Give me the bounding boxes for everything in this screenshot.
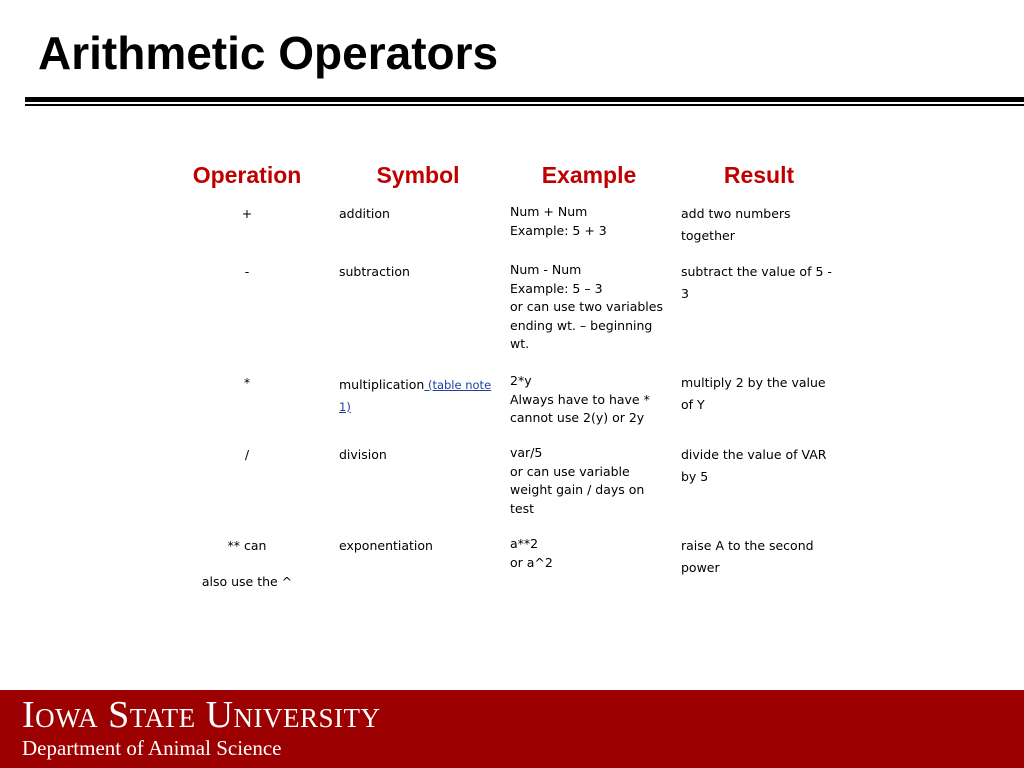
row5-operation-extra: also use the ^ (201, 574, 293, 589)
row4-result: divide the value of VAR by 5 (681, 447, 827, 484)
header-result: Result (723, 162, 795, 188)
row4-symbol: division (339, 447, 387, 462)
row5-example: a**2 or a^2 (510, 536, 553, 570)
row5-symbol: exponentiation (339, 538, 433, 553)
row2-operation: - (244, 264, 250, 279)
row2-result: subtract the value of 5 - 3 (681, 264, 832, 301)
title-divider-thin (25, 104, 1024, 106)
row3-result: multiply 2 by the value of Y (681, 375, 826, 412)
row4-operation: / (244, 447, 250, 462)
page-title: Arithmetic Operators (38, 27, 499, 79)
row1-symbol: addition (339, 206, 390, 221)
row3-example: 2*y Always have to have * cannot use 2(y) or 2y (510, 373, 650, 425)
row1-result: add two numbers together (681, 206, 791, 243)
header-operation: Operation (192, 162, 302, 188)
row2-symbol: subtraction (339, 264, 410, 279)
row2-example: Num - Num Example: 5 – 3 or can use two variables ending wt. – beginning wt. (510, 262, 663, 351)
row5-operation: ** can (227, 538, 267, 553)
row3-symbol-label: multiplication (339, 377, 425, 392)
row5-result: raise A to the second power (681, 538, 814, 575)
row1-operation: + (241, 206, 253, 221)
university-logo-text: Iowa State University (22, 694, 381, 736)
row3-symbol (339, 374, 499, 418)
row4-example: var/5 or can use variable weight gain / days on test (510, 445, 645, 516)
footer-bar (0, 690, 1024, 768)
header-symbol: Symbol (376, 162, 460, 188)
table-note-link[interactable]: (table note 1) (339, 378, 492, 414)
row1-example: Num + Num Example: 5 + 3 (510, 204, 607, 238)
row3-operation: * (243, 375, 251, 390)
title-divider-thick (25, 97, 1024, 102)
header-example: Example (541, 162, 637, 188)
department-name: Department of Animal Science (22, 736, 282, 760)
